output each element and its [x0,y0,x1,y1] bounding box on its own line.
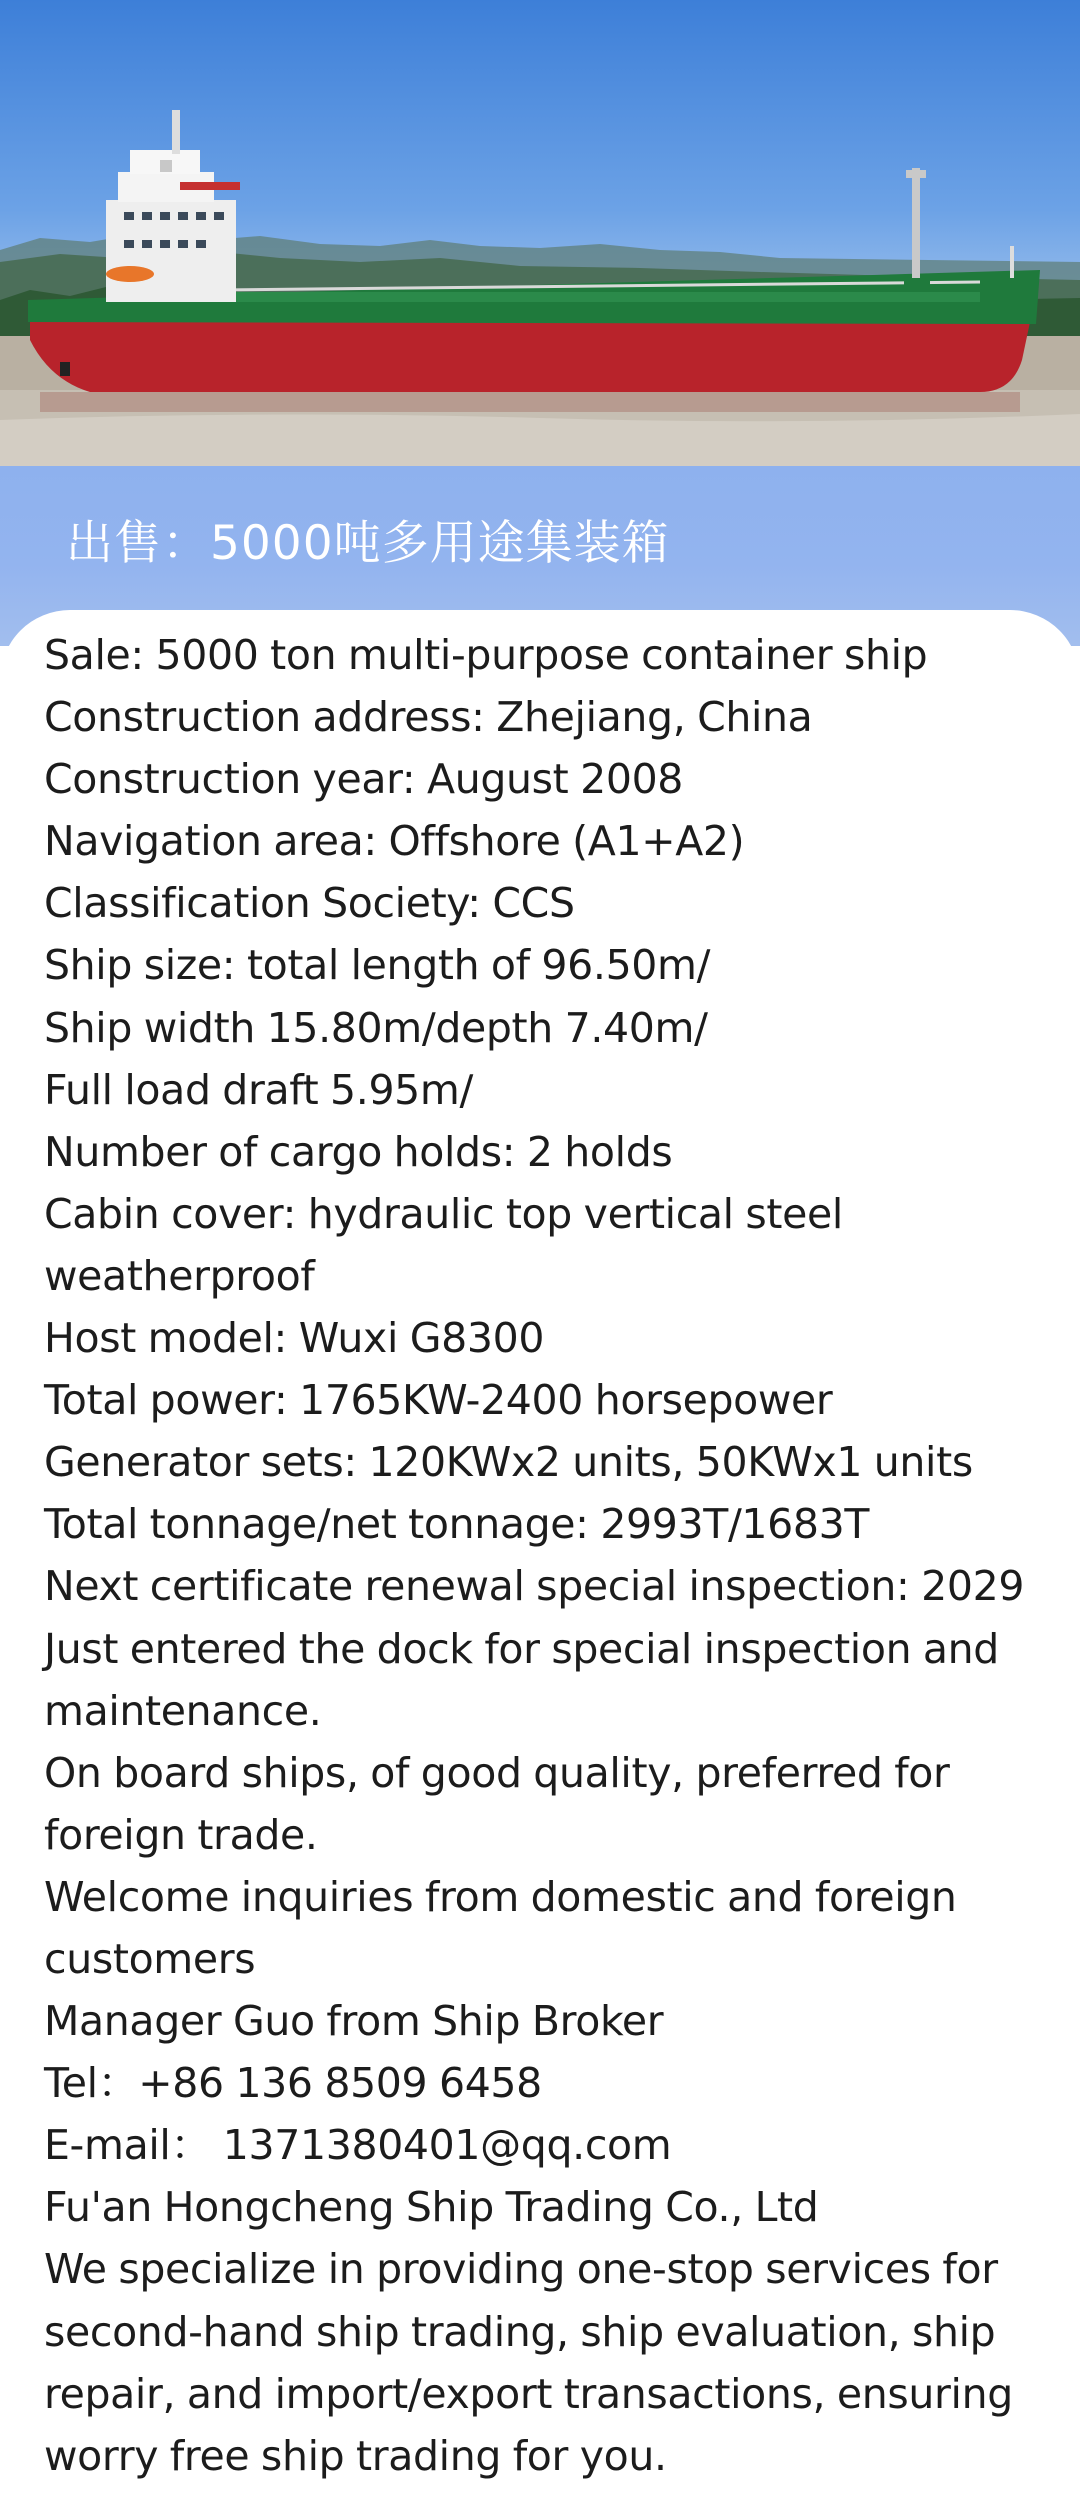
detail-cargo-holds: Number of cargo holds: 2 holds [44,1127,673,1176]
detail-welcome-inquiries: Welcome inquiries from domestic and foreign customers [44,1872,957,1983]
listing-details-list [44,624,1068,2487]
detail-sale: Sale: 5000 ton multi-purpose container ship [44,631,928,679]
ship-photo [0,0,1080,466]
detail-ship-width: Ship width 15.80m/depth 7.40m/ [44,1003,708,1052]
detail-total-power: Total power: 1765KW-2400 horsepower [44,1376,833,1425]
detail-generator-sets: Generator sets: 120KWx2 units, 50KWx1 units [44,1438,973,1487]
contact-phone: Tel：+86 136 8509 6458 [44,2059,542,2108]
listing-details-card [0,610,1080,2512]
detail-cabin-cover: Cabin cover: hydraulic top vertical steel weatherproof [44,1189,843,1300]
detail-construction-address: Construction address: Zhejiang, China [44,693,813,742]
detail-next-inspection: Next certificate renewal special inspection: 2029 [44,1562,1025,1611]
detail-draft: Full load draft 5.95m/ [44,1065,473,1114]
company-services: We specialize in providing one-stop services for second-hand ship trading, ship evaluation, ship repair, and import/export transactions, ensuring worry free ship trading for you. [44,2245,1013,2480]
company-name: Fu'an Hongcheng Ship Trading Co., Ltd [44,2183,819,2232]
detail-tonnage: Total tonnage/net tonnage: 2993T/1683T [44,1500,870,1549]
detail-construction-year: Construction year: August 2008 [44,755,684,804]
contact-email: E-mail： 1371380401@qq.com [44,2121,672,2170]
detail-navigation-area: Navigation area: Offshore (A1+A2) [44,817,745,866]
detail-dock-status: Just entered the dock for special inspection and maintenance. [44,1624,999,1735]
listing-title: 出售：5000吨多用途集装箱 [66,516,670,571]
detail-classification-society: Classification Society: CCS [44,879,575,928]
detail-host-model: Host model: Wuxi G8300 [44,1314,545,1363]
detail-ship-size: Ship size: total length of 96.50m/ [44,941,711,990]
contact-manager: Manager Guo from Ship Broker [44,1997,664,2046]
detail-quality: On board ships, of good quality, preferred for foreign trade. [44,1748,950,1859]
cargo-ship-photo-icon [0,0,1080,466]
